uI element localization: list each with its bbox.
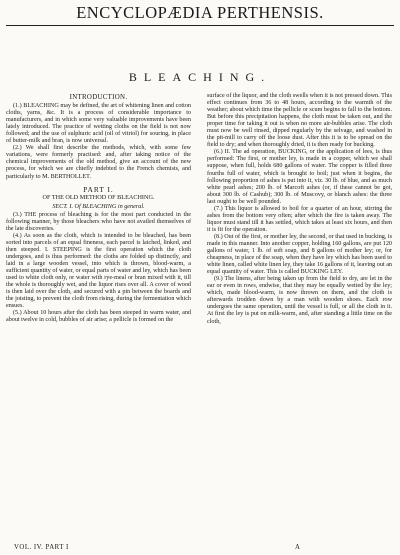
paragraph-9: (9.) The linens, after being taken up from the field to dry, are let in the ear or even in rows, endwise, that they may be equally wetted by the ley; which, made blood-warm, is now thrown on them, and the cloth is afterwards trodden down by a man with wooden shoes. Each row undergoes the same operation, until the vessel is full, or all the cloth in it. At first the ley is put on milk-warm, and, after standing a little time on the cloth, [207,276,392,325]
paragraph-2: (2.) We shall first describe the methods, which, with some few variations, were formerly practised: and, after taking notice of the chemical improvements of the old method, give an account of the new process, for which we are chiefly indebted to the French chemists, and particularly to M. BERTHOLLET. [6,145,191,180]
running-head: ENCYCLOPÆDIA PERTHENSIS. [76,3,324,22]
paragraph-5: (5.) About 10 hours after the cloth has been steeped in warm water, and about twelve in cold, bubbles of air arise; a pellicle is formed on the [6,310,191,324]
part-label: PART I. [83,184,114,194]
signature-mark: A [295,544,300,551]
paragraph-4: (4.) As soon as the cloth, which is intended to be bleached, has been sorted into parcels of an equal fineness, each parcel is latched, linked, and then steeped. I. STEEPING is the first operation which the cloth undergoes, and is thus performed: the cloths are folded up distinctly, and laid in a large wooden vessel, into which is thrown, blood-warm, a sufficient quantity of water, or equal parts of water and ley, which has been used to white cloth only, or water with rye-meal or bran mixed with it, till the whole is thoroughly wet, and the liquor rises over all. A cover of wood is then laid over the cloth, and secured with a pin between the boards and the joisting, to prevent the cloth from rising, during the fermentation which ensues. [6,232,191,310]
introduction-heading: INTRODUCTION. [69,94,128,101]
section-label: SECT. I. Of BLEACHING in general. [52,202,145,210]
volume-footer: VOL. IV. PART I [14,544,69,551]
paragraph-8: (8.) Out of the first, or mother ley, the second, or that used in bucking, is made in this manner. Into another copper, holding 160 gallons, are put 120 gallons of water, 1 lb. of soft soap, and 8 gallons of mother ley; or, for cheapness, in place of the soap, when they have ley which has been used to white linen, called white linen ley, they take 16 gallons of it, leaving out an equal quantity of water. This is called BUCKING LEY. [207,233,392,276]
paragraph-7: (7.) This liquor is allowed to boil for a quarter of an hour, stirring the ashes from the bottom very often; after which the fire is taken away. The liquor must stand till it has settled, which takes at least six hours, and then it is fit for the operation. [207,205,392,233]
paragraph-3: (3.) THE process of bleaching is for the most part conducted in the following manner, by those bleachers who have not availed themselves of the late discoveries. [6,211,191,232]
article-title: BLEACHING. [128,70,272,84]
header-rule [6,25,394,26]
right-column [207,93,392,551]
paragraph-5-continued: surface of the liquor, and the cloth swells when it is not pressed down. This effect continues from 36 to 48 hours, according to the warmth of the weather; about which time the pellicle or scum begins to fall to the bottom. But before this precipitation happens, the cloth must be taken out, and the proper time for taking it out is when no more air-bubbles arise. The cloth must now be well rinsed, dipped regularly by the selvage, and washed in the pit-mill to carry off the loose dust. After this it is to be spread on the field to dry; and when thoroughly dried, it is then ready for bucking. [207,93,392,149]
paragraph-1: (1.) BLEACHING may be defined, the art of whitening linen and cotton cloths, yarns, &c. It is a process of considerable importance to manufacturers, and in which some very valuable improvements have been lately introduced. The practice of wetting cloths on the field is not now followed; and the use of sulphuric acid (oil of vitriol) for souring, in place of butter-milk and bran, is now universal. [6,103,191,145]
part-title: OF THE OLD METHOD OF BLEACHING. [42,193,155,201]
paragraph-6: (6.) II. The ad operation, BUCKING, or the application of lees, is thus performed: The first, or mother ley, is made in a copper, which we shall suppose, when full, holds 680 gallons of water. The copper is filled three fourths full of water, which is brought to boil; just when it begins, the following proportion of ashes is put into it, viz. 30 lb. of blue, and as much white pearl ashes; 200 lb. of Marcoft ashes (or, if these cannot be got, about 300 lb. of Cashub); 300 lb. of Muscovy, or blanch ashes: the three last ought to be well pounded. [207,149,392,205]
left-column [6,93,191,551]
